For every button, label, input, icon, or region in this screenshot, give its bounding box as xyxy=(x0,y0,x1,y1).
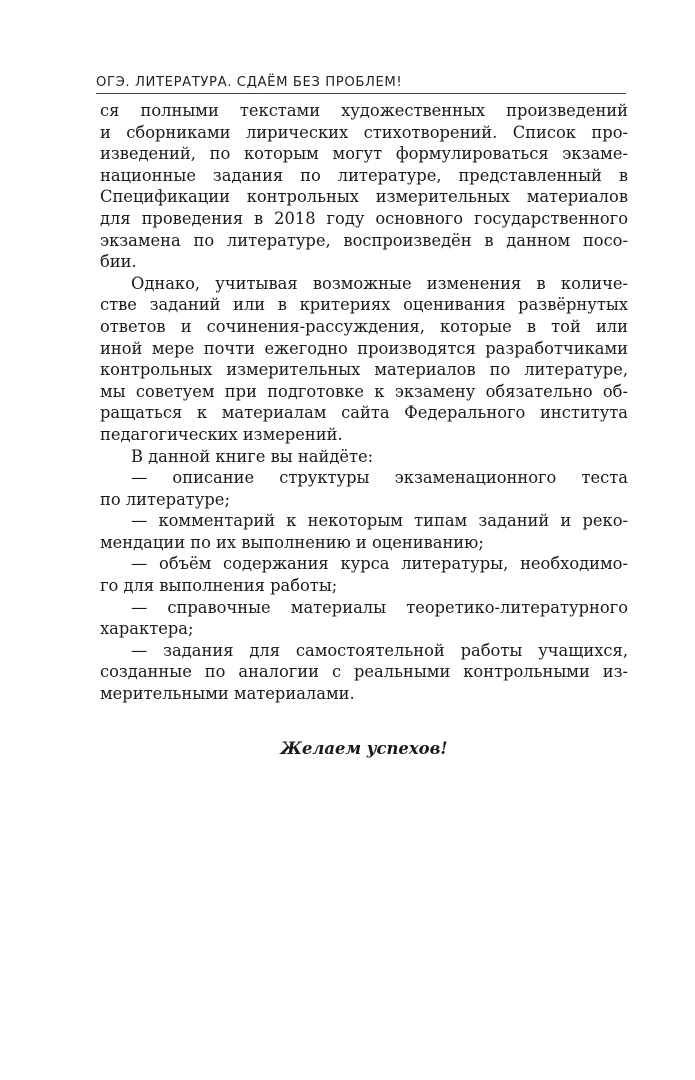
text-line: национные задания по литературе, представленный в xyxy=(100,165,628,185)
text-line: ращаться к материалам сайта Федерального института xyxy=(100,403,628,423)
text-line: бии. xyxy=(100,252,137,272)
list-item-line: мендации по их выполнению и оцениванию; xyxy=(100,532,484,552)
text-line: Спецификации контрольных измерительных материалов xyxy=(100,187,628,207)
text-line: для проведения в 2018 году основного государственного xyxy=(100,208,628,228)
text-line: и сборниками лирических стихотворений. Список про- xyxy=(100,122,628,142)
text-line: ся полными текстами художественных произведений xyxy=(100,101,628,120)
list-item-line: по литературе; xyxy=(100,489,230,509)
text-line: изведений, по которым могут формулироваться экзаме- xyxy=(100,144,628,164)
text-line: экзамена по литературе, воспроизведён в данном посо- xyxy=(100,230,628,250)
text-line: стве заданий или в критериях оценивания развёрнутых xyxy=(100,295,628,315)
running-header-title: ОГЭ. ЛИТЕРАТУРА. СДАЁМ БЕЗ ПРОБЛЕМ! xyxy=(96,75,403,90)
list-item-line: — справочные материалы теоретико-литературного xyxy=(131,597,628,617)
page-body xyxy=(100,100,628,705)
text-line: мы советуем при подготовке к экзамену обязательно об- xyxy=(100,381,628,401)
text-line: В данной книге вы найдёте: xyxy=(131,446,374,466)
text-line: Однако, учитывая возможные изменения в количе- xyxy=(131,273,628,293)
text-line: контрольных измерительных материалов по литературе, xyxy=(100,360,628,380)
list-item-line: — задания для самостоятельной работы учащихся, xyxy=(131,640,628,660)
list-item-line: характера; xyxy=(100,619,194,639)
list-item-line: — объём содержания курса литературы, необходимо- xyxy=(131,554,628,574)
closing-wish: Желаем успехов! xyxy=(280,739,448,758)
text-line: педагогических измерений. xyxy=(100,424,343,444)
text-line: ответов и сочинения-рассуждения, которые в той или xyxy=(100,316,628,336)
list-item-line: — комментарий к некоторым типам заданий и реко- xyxy=(131,511,628,531)
text-line: иной мере почти ежегодно производятся разработчиками xyxy=(100,338,628,358)
list-item-line: — описание структуры экзаменационного теста xyxy=(131,468,628,488)
list-item-line: мерительными материалами. xyxy=(100,684,355,704)
running-header xyxy=(96,71,626,94)
list-item-line: го для выполнения работы; xyxy=(100,576,338,596)
list-item-line: созданные по аналогии с реальными контрольными из- xyxy=(100,662,628,682)
